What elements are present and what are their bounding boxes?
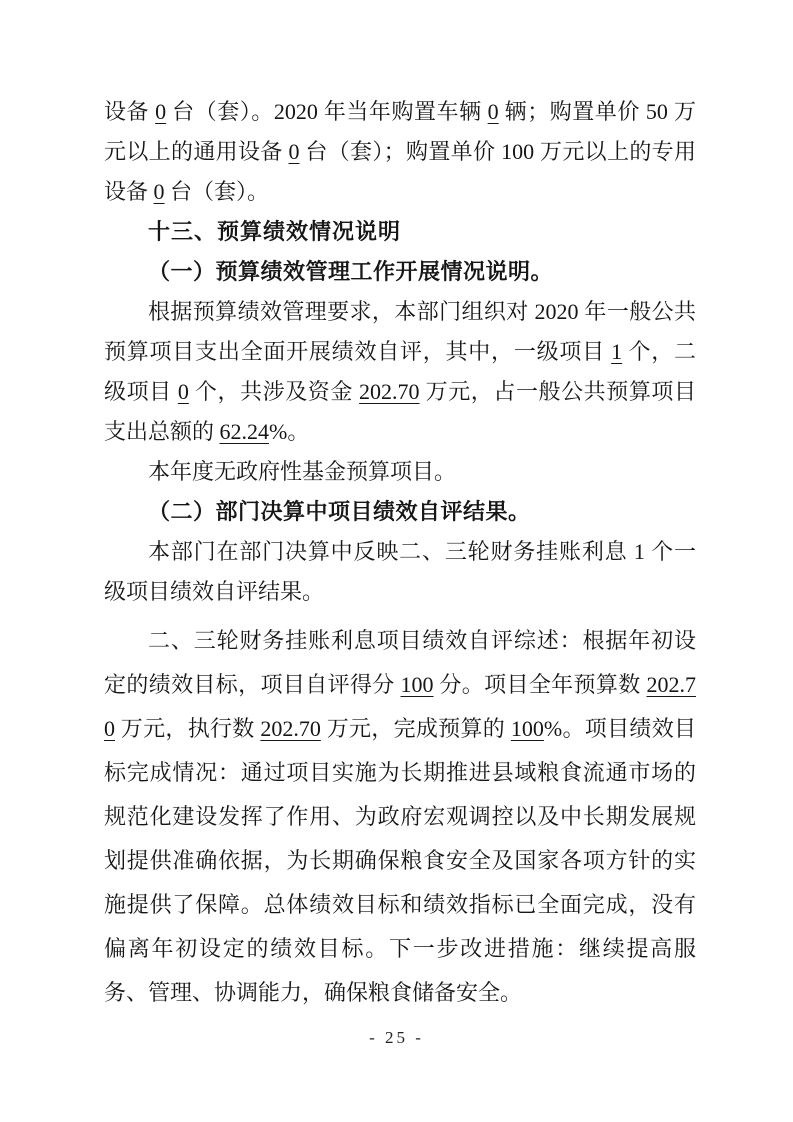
paragraph-self-evaluation-overview bbox=[104, 292, 696, 452]
text-run: （一）预算绩效管理工作开展情况说明。 bbox=[148, 259, 554, 284]
underlined-value: 0 bbox=[153, 179, 165, 204]
underlined-value: 62.24 bbox=[219, 419, 270, 444]
underlined-value: 202.70 bbox=[359, 379, 420, 404]
paragraph-project-performance-summary bbox=[104, 619, 696, 1015]
text-run: 二、三轮财务挂账利息项目绩效自评综述：根据年初设定的绩效目标，项目自评得分 bbox=[104, 628, 696, 697]
underlined-value: 100 bbox=[510, 716, 544, 741]
paragraph-project-reflected bbox=[104, 532, 696, 612]
text-run: 根据预算绩效管理要求，本部门组织对 2020 年一般公共预算项目支出全面开展绩效自评，其中，一级项目 bbox=[104, 299, 696, 364]
underlined-value: 0 bbox=[288, 139, 300, 164]
paragraph-equipment-purchases bbox=[104, 92, 696, 212]
text-run: 辆；购置单价 50 万元以上的通用设备 bbox=[104, 99, 696, 164]
text-run: 本年度无政府性基金预算项目。 bbox=[148, 459, 457, 484]
section-heading-13 bbox=[104, 212, 696, 252]
subsection-heading-2 bbox=[104, 492, 696, 532]
document-body bbox=[104, 92, 696, 1015]
text-run: 个，共涉及资金 bbox=[188, 379, 360, 404]
page-number: - 25 - bbox=[369, 1028, 424, 1047]
underlined-value: 100 bbox=[400, 672, 434, 697]
text-run: 十三、预算绩效情况说明 bbox=[148, 219, 402, 244]
text-run: 台（套）；购置单价 100 万元以上的专用设备 bbox=[104, 139, 696, 204]
underlined-value: 0 bbox=[487, 99, 499, 124]
text-run: 分。项目全年预算数 bbox=[433, 672, 647, 697]
text-run: 万元，完成预算的 bbox=[320, 716, 511, 741]
text-run: 个，二级项目 bbox=[104, 339, 696, 404]
underlined-value: 202.70 bbox=[104, 672, 696, 741]
text-run: 台（套）。2020 年当年购置车辆 bbox=[166, 99, 488, 124]
underlined-value: 1 bbox=[611, 339, 623, 364]
text-run: %。 bbox=[269, 419, 310, 444]
underlined-value: 202.70 bbox=[260, 716, 321, 741]
text-run: 设备 bbox=[104, 99, 156, 124]
text-run: 台（套）。 bbox=[164, 179, 270, 204]
subsection-heading-1 bbox=[104, 252, 696, 292]
text-run: （二）部门决算中项目绩效自评结果。 bbox=[148, 499, 531, 524]
text-run: 万元，占一般公共预算项目支出总额的 bbox=[104, 379, 696, 444]
text-run: 万元，执行数 bbox=[115, 716, 261, 741]
text-run: 本部门在部门决算中反映二、三轮财务挂账利息 1 个一级项目绩效自评结果。 bbox=[104, 539, 696, 604]
paragraph-no-government-fund bbox=[104, 452, 696, 492]
underlined-value: 0 bbox=[155, 99, 167, 124]
underlined-value: 0 bbox=[177, 379, 189, 404]
text-run: %。项目绩效目标完成情况：通过项目实施为长期推进县域粮食流通市场的规范化建设发挥了作用、为政府宏观调控以及中长期发展规划提供准确依据，为长期确保粮食安全及国家各项方针的实施提供了保障。总体绩效目标和绩效指标已全面完成，没有偏离年初设定的绩效目标。下一步改进措施：继续提高服务、管理、协调能力，确保粮食储备安全。 bbox=[104, 716, 696, 1005]
